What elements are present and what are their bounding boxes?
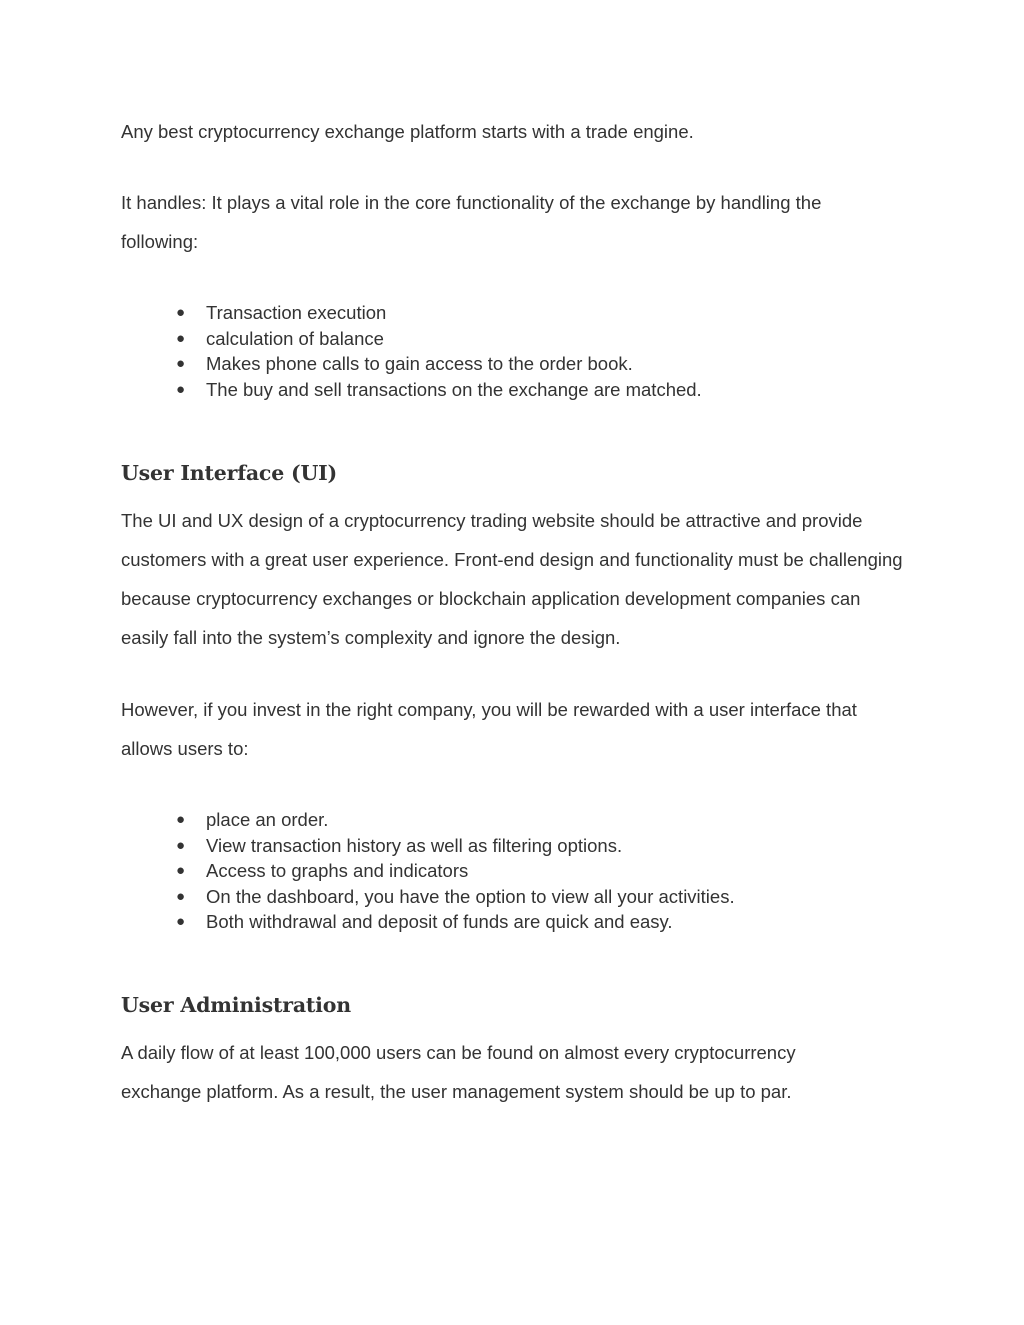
list-item: [176, 858, 735, 884]
list-item: [176, 351, 702, 377]
bullet-icon: ●: [176, 329, 186, 347]
list-item-text: Access to graphs and indicators: [206, 860, 469, 881]
bullet-icon: ●: [176, 836, 186, 854]
ui-list: [176, 807, 735, 935]
intro-paragraph: Any best cryptocurrency exchange platform starts with a trade engine.: [121, 121, 694, 142]
bullet-icon: ●: [176, 862, 186, 879]
ui-paragraph-1: The UI and UX design of a cryptocurrency trading website should be attractive and provide customers with a great user experience. Front-end design and functionality must be challenging because cryptocurrency exchanges or blockchain application development companies can easily fall into the system’s complexity and ignore the design.: [121, 510, 903, 648]
list-item: [176, 807, 735, 833]
list-item: [176, 833, 735, 859]
handles-paragraph: It handles: It plays a vital role in the core functionality of the exchange by handling the following:: [121, 192, 822, 252]
list-item: [176, 377, 702, 403]
bullet-icon: ●: [176, 304, 186, 321]
list-item-text: On the dashboard, you have the option to view all your activities.: [206, 885, 735, 907]
list-item: [176, 884, 735, 910]
bullet-icon: ●: [176, 811, 186, 828]
handles-list: [176, 300, 702, 402]
admin-section-heading: User Administration: [121, 993, 351, 1017]
ui-section-heading: User Interface (UI): [121, 461, 338, 485]
admin-paragraph: A daily flow of at least 100,000 users can be found on almost every cryptocurrency exchange platform. As a result, the user management system should be up to par.: [121, 1042, 796, 1102]
ui-paragraph-2: However, if you invest in the right company, you will be rewarded with a user interface that allows users to:: [121, 699, 857, 759]
bullet-icon: ●: [176, 380, 186, 398]
bullet-icon: ●: [176, 913, 186, 930]
list-item-text: place an order.: [206, 809, 329, 830]
list-item-text: Makes phone calls to gain access to the order book.: [206, 353, 633, 374]
list-item-text: View transaction history as well as filtering options.: [206, 834, 623, 856]
list-item-text: calculation of balance: [206, 327, 384, 349]
list-item: [176, 300, 702, 326]
list-item-text: Both withdrawal and deposit of funds are quick and easy.: [206, 911, 673, 932]
list-item-text: The buy and sell transactions on the exchange are matched.: [206, 378, 702, 400]
list-item: [176, 909, 735, 935]
bullet-icon: ●: [176, 887, 186, 905]
list-item-text: Transaction execution: [206, 302, 387, 323]
bullet-icon: ●: [176, 355, 186, 372]
list-item: [176, 326, 702, 352]
